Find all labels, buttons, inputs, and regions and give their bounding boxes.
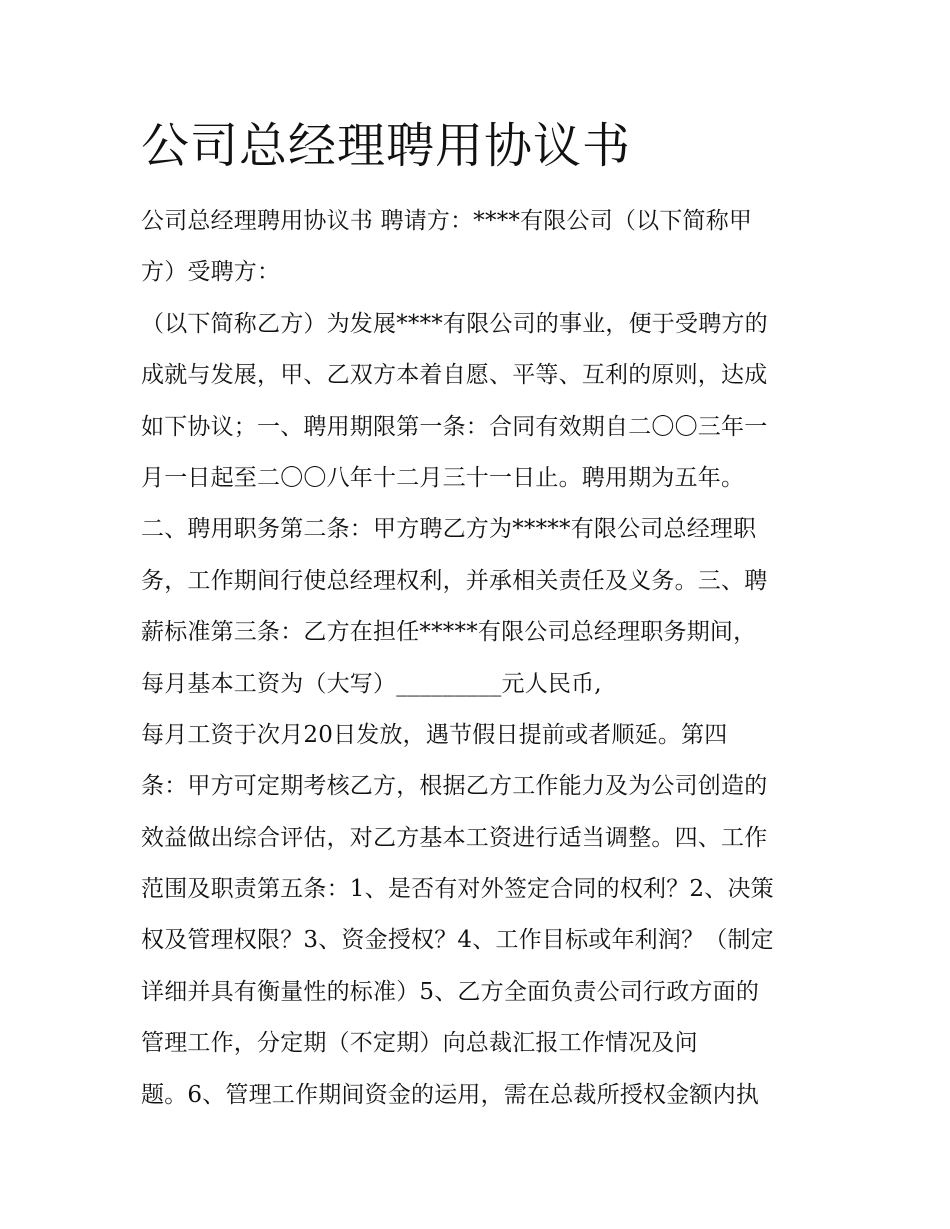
body-line: 效益做出综合评估，对乙方基本工资进行适当调整。四、工作: [141, 824, 768, 851]
body-line: 每月基本工资为（大写）_________元人民币,: [141, 670, 602, 697]
body-line: 二、聘用职务第二条：甲方聘乙方为*****有限公司总经理职: [141, 516, 757, 543]
body-line: 月一日起至二〇〇八年十二月三十一日止。聘用期为五年。: [141, 464, 745, 491]
body-line: 管理工作，分定期（不定期）向总裁汇报工作情况及问: [141, 1030, 698, 1057]
body-line: 方）受聘方：: [141, 259, 281, 286]
body-line: 如下协议；一、聘用期限第一条：合同有效期自二〇〇三年一: [141, 413, 768, 440]
body-line: 题。6、管理工作期间资金的运用，需在总裁所授权金额内执: [141, 1081, 760, 1108]
body-line: 权及管理权限？3、资金授权？4、工作目标或年利润？（制定: [141, 927, 774, 954]
body-line: 详细并具有衡量性的标准）5、乙方全面负责公司行政方面的: [141, 978, 760, 1005]
body-line: 每月工资于次月20日发放，遇节假日提前或者顺延。第四: [141, 721, 728, 748]
document-title: 公司总经理聘用协议书: [141, 118, 632, 174]
body-line: 公司总经理聘用协议书 聘请方：****有限公司（以下简称甲: [141, 208, 753, 234]
body-line: 务，工作期间行使总经理权利，并承相关责任及义务。三、聘: [141, 567, 768, 594]
body-line: 薪标准第三条：乙方在担任*****有限公司总经理职务期间，: [141, 619, 757, 646]
body-line: 条：甲方可定期考核乙方，根据乙方工作能力及为公司创造的: [141, 773, 768, 800]
body-line: 范围及职责第五条：1、是否有对外签定合同的权利？2、决策: [141, 876, 774, 903]
body-line: 成就与发展，甲、乙双方本着自愿、平等、互利的原则，达成: [141, 362, 768, 389]
document-body: [141, 196, 831, 1121]
body-line: （以下简称乙方）为发展****有限公司的事业，便于受聘方的: [141, 310, 768, 337]
